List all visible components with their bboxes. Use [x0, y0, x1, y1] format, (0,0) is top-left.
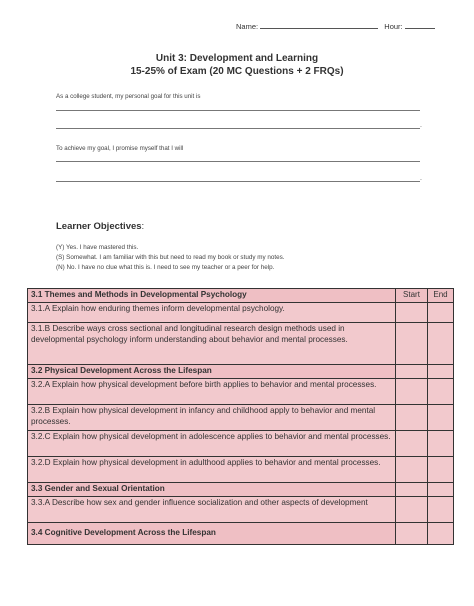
- start-checkbox[interactable]: [396, 483, 428, 497]
- end-checkbox[interactable]: [428, 365, 454, 379]
- start-checkbox[interactable]: [396, 497, 428, 523]
- legend-yes: (Y) Yes. I have mastered this.: [56, 244, 139, 251]
- start-column-header: Start: [396, 289, 428, 303]
- section-heading: 3.3 Gender and Sexual Orientation: [28, 483, 396, 497]
- promise-period: .: [420, 175, 422, 182]
- end-checkbox[interactable]: [428, 405, 454, 431]
- end-checkbox[interactable]: [428, 497, 454, 523]
- start-checkbox[interactable]: [396, 365, 428, 379]
- objective-text: 3.1.A Explain how enduring themes inform developmental psychology.: [28, 303, 396, 323]
- page-subtitle: 15-25% of Exam (20 MC Questions + 2 FRQs): [130, 66, 344, 77]
- objectives-heading: [56, 221, 144, 232]
- start-checkbox[interactable]: [396, 303, 428, 323]
- start-checkbox[interactable]: [396, 405, 428, 431]
- objective-text: 3.2.C Explain how physical development in adolescence applies to behavior and mental processes.: [28, 431, 396, 457]
- page-title: Unit 3: Development and Learning: [155, 53, 319, 64]
- start-checkbox[interactable]: [396, 379, 428, 405]
- objectives-heading-text: Learner Objectives: [56, 221, 142, 232]
- title-block: [0, 52, 474, 78]
- section-heading: 3.4 Cognitive Development Across the Lifespan: [28, 523, 396, 545]
- end-checkbox[interactable]: [428, 323, 454, 365]
- name-hour-line: [236, 20, 435, 31]
- start-checkbox[interactable]: [396, 323, 428, 365]
- end-checkbox[interactable]: [428, 457, 454, 483]
- name-field[interactable]: [260, 20, 378, 29]
- end-column-header: End: [428, 289, 454, 303]
- section-heading: 3.2 Physical Development Across the Lifespan: [28, 365, 396, 379]
- promise-prompt: To achieve my goal, I promise myself that I will: [56, 145, 184, 152]
- start-checkbox[interactable]: [396, 457, 428, 483]
- objective-text: 3.3.A Describe how sex and gender influence socialization and other aspects of development: [28, 497, 396, 523]
- objectives-heading-colon: :: [141, 221, 145, 232]
- legend-somewhat: (S) Somewhat. I am familiar with this but need to read my book or study my notes.: [56, 254, 285, 261]
- hour-field[interactable]: [405, 20, 435, 29]
- legend-no: (N) No. I have no clue what this is. I need to see my teacher or a peer for help.: [56, 264, 275, 271]
- promise-line-2[interactable]: [56, 181, 420, 182]
- section-heading: 3.1 Themes and Methods in Developmental Psychology: [28, 289, 396, 303]
- objective-text: 3.2.A Explain how physical development before birth applies to behavior and mental processes.: [28, 379, 396, 405]
- start-checkbox[interactable]: [396, 431, 428, 457]
- objective-text: 3.1.B Describe ways cross sectional and longitudinal research design methods used in developmental psychology inform understanding about behavior and mental processes.: [28, 323, 396, 365]
- promise-line-1[interactable]: [56, 161, 420, 162]
- end-checkbox[interactable]: [428, 303, 454, 323]
- end-checkbox[interactable]: [428, 379, 454, 405]
- hour-label: Hour:: [384, 22, 403, 31]
- end-checkbox[interactable]: [428, 431, 454, 457]
- name-label: Name:: [236, 22, 259, 31]
- objective-text: 3.2.B Explain how physical development in infancy and childhood apply to behavior and mental processes.: [28, 405, 396, 431]
- goal-line-2[interactable]: [56, 128, 420, 129]
- start-checkbox[interactable]: [396, 523, 428, 545]
- goal-line-1[interactable]: [56, 110, 420, 111]
- goal-prompt: As a college student, my personal goal for this unit is: [56, 93, 201, 100]
- objectives-table: [27, 288, 454, 545]
- objective-text: 3.2.D Explain how physical development in adulthood applies to behavior and mental processes.: [28, 457, 396, 483]
- goal-period: .: [420, 122, 422, 129]
- end-checkbox[interactable]: [428, 483, 454, 497]
- end-checkbox[interactable]: [428, 523, 454, 545]
